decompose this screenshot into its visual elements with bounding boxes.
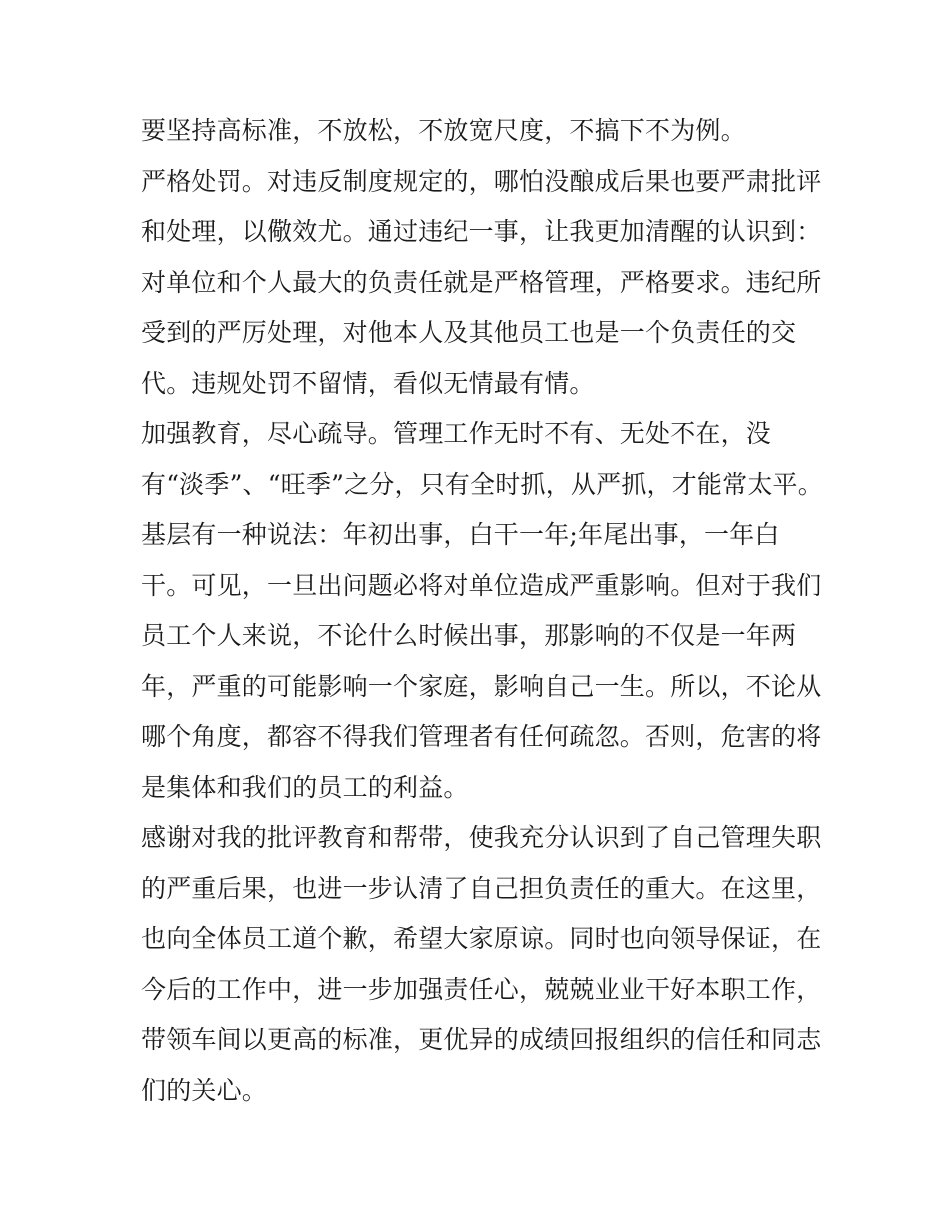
text-line: 加强教育，尽心疏导。管理工作无时不有、无处不在，没 bbox=[141, 419, 772, 448]
document-body bbox=[141, 106, 821, 1116]
text-line: 哪个角度，都容不得我们管理者有任何疏忽。否则，危害的将 bbox=[141, 722, 822, 751]
text-line: 要坚持高标准，不放松，不放宽尺度，不搞下不为例。 bbox=[141, 116, 746, 145]
text-line: 有“淡季”、“旺季”之分，只有全时抓，从严抓，才能常太平。 bbox=[141, 469, 823, 499]
text-line: 代。违规处罚不留情，看似无情最有情。 bbox=[141, 368, 595, 398]
text-line: 感谢对我的批评教育和帮带，使我充分认识到了自己管理失职 bbox=[141, 823, 822, 852]
text-line: 干。可见，一旦出问题必将对单位造成严重影响。但对于我们 bbox=[141, 570, 822, 600]
text-line: 员工个人来说，不论什么时候出事，那影响的不仅是一年两 bbox=[141, 621, 797, 650]
text-line: 对单位和个人最大的负责任就是严格管理，严格要求。违纪所 bbox=[141, 267, 822, 297]
text-line: 也向全体员工道个歉，希望大家原谅。同时也向领导保证，在 bbox=[141, 924, 822, 953]
text-line: 受到的严厉处理，对他本人及其他员工也是一个负责任的交 bbox=[141, 318, 797, 347]
text-line: 年，严重的可能影响一个家庭，影响自己一生。所以，不论从 bbox=[141, 671, 822, 701]
text-line: 严格处罚。对违反制度规定的，哪怕没酿成后果也要严肃批评 bbox=[141, 166, 822, 196]
text-line: 是集体和我们的员工的利益。 bbox=[141, 772, 469, 802]
text-line: 的严重后果，也进一步认清了自己担负责任的重大。在这里， bbox=[141, 873, 822, 903]
text-line: 今后的工作中，进一步加强责任心，兢兢业业干好本职工作， bbox=[141, 974, 822, 1004]
text-line: 和处理，以儆效尤。通过违纪一事，让我更加清醒的认识到： bbox=[141, 217, 822, 246]
text-line: 带领车间以更高的标准，更优异的成绩回报组织的信任和同志 bbox=[141, 1025, 822, 1054]
text-line: 们的关心。 bbox=[141, 1075, 268, 1105]
text-line: 基层有一种说法：年初出事，白干一年;年尾出事，一年白 bbox=[141, 520, 780, 549]
